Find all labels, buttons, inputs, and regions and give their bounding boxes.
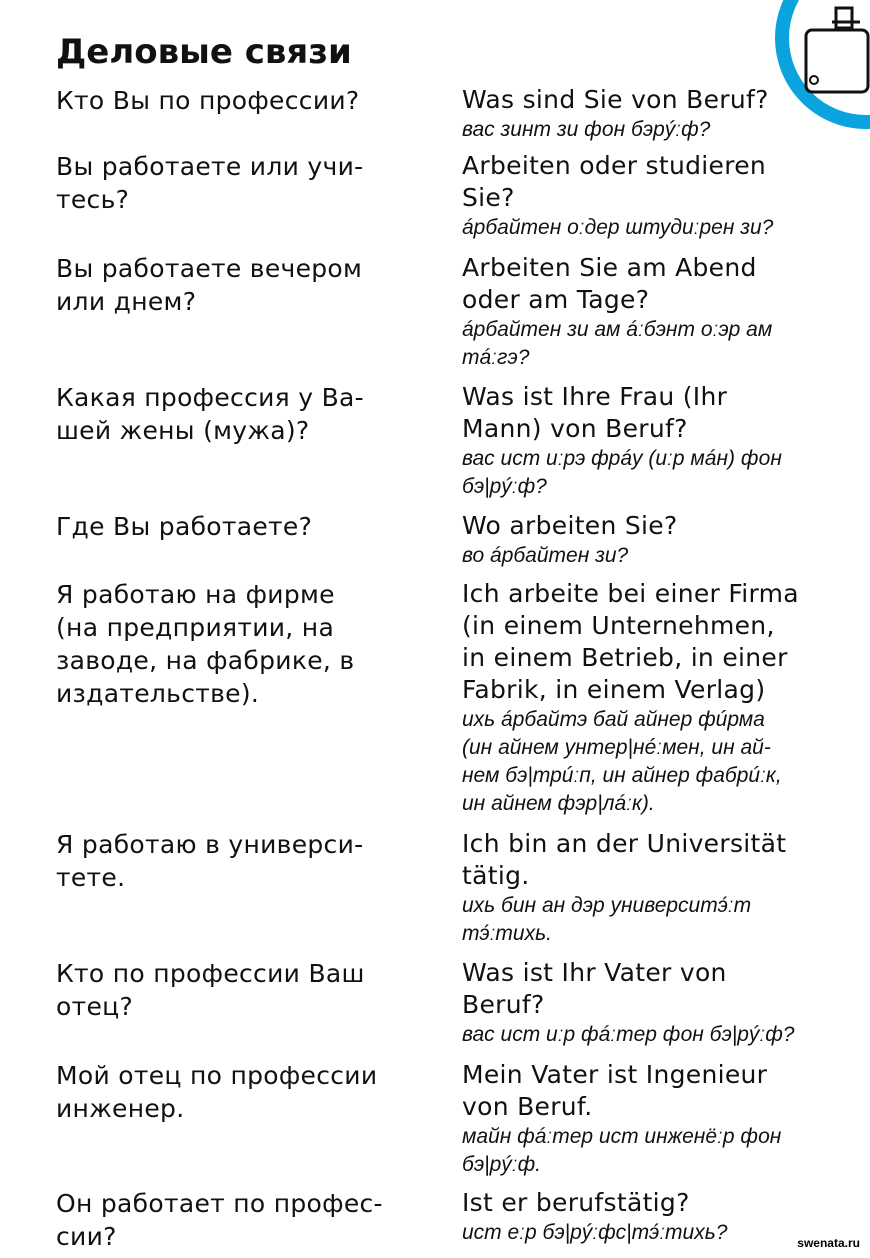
russian-phrase: Я работаю в универси- тете. bbox=[56, 830, 364, 892]
german-phrase: Arbeiten Sie am Abend oder am Tage? bbox=[462, 253, 757, 314]
transcription: во áрбайтен зи? bbox=[462, 544, 629, 567]
transcription: майн фáːтер ист инженёːр фон бэ|рýːф. bbox=[462, 1125, 782, 1176]
page-title: Деловые связи bbox=[56, 32, 352, 72]
phrase-row bbox=[0, 381, 870, 521]
phrase-row bbox=[0, 578, 870, 828]
transcription: áрбайтен зи ам áːбэнт оːэр ам тáːгэ? bbox=[462, 318, 773, 369]
russian-phrase: Кто по профессии Ваш отец? bbox=[56, 959, 365, 1021]
german-phrase: Ist er berufstätig? bbox=[462, 1188, 690, 1217]
german-phrase: Ich bin an der Universität tätig. bbox=[462, 829, 787, 890]
phrase-row bbox=[0, 1187, 870, 1257]
german-phrase: Arbeiten oder studieren Sie? bbox=[462, 151, 767, 212]
german-phrase: Was ist Ihre Frau (Ihr Mann) von Beruf? bbox=[462, 382, 728, 443]
transcription: ихь бин ан дэр университэ́ːт тэ́ːтихь. bbox=[462, 894, 752, 945]
transcription: вас ист иːр фáːтер фон бэ|рýːф? bbox=[462, 1023, 795, 1046]
russian-phrase: Кто Вы по профессии? bbox=[56, 86, 360, 115]
german-phrase: Was ist Ihr Vater von Beruf? bbox=[462, 958, 727, 1019]
phrase-row bbox=[0, 1059, 870, 1199]
transcription: вас ист иːрэ фрáу (иːр мáн) фон бэ|рýːф? bbox=[462, 447, 782, 498]
german-phrase: Mein Vater ist Ingenieur von Beruf. bbox=[462, 1060, 768, 1121]
german-phrase: Wo arbeiten Sie? bbox=[462, 511, 678, 540]
russian-phrase: Какая профессия у Ва- шей жены (мужа)? bbox=[56, 383, 364, 445]
russian-phrase: Мой отец по профессии инженер. bbox=[56, 1061, 378, 1123]
transcription: ихь áрбайтэ бай айнер фúрма (ин айнем унтер|нéːмен, ин ай- нем бэ|трúːп, ин айнер фабрúːк, ин айнем фэр|лáːк). bbox=[462, 708, 782, 815]
russian-phrase: Он работает по профес- сии? bbox=[56, 1189, 383, 1251]
russian-phrase: Вы работаете вечером или днем? bbox=[56, 254, 363, 316]
transcription: áрбайтен оːдер штудиːрен зи? bbox=[462, 216, 774, 239]
phrase-row bbox=[0, 252, 870, 392]
phrase-row bbox=[0, 828, 870, 968]
transcription: вас зинт зи фон бэрýːф? bbox=[462, 118, 711, 141]
russian-phrase: Вы работаете или учи- тесь? bbox=[56, 152, 364, 214]
transcription: ист еːр бэ|рýːфс|тэ́ːтихь? bbox=[462, 1221, 728, 1244]
watermark: swenata.ru bbox=[797, 1236, 860, 1250]
russian-phrase: Я работаю на фирме (на предприятии, на заводе, на фабрике, в издательстве). bbox=[56, 580, 355, 708]
german-phrase: Ich arbeite bei einer Firma (in einem Unternehmen, in einem Betrieb, in einer Fabrik, in einem Verlag) bbox=[462, 579, 799, 704]
russian-phrase: Где Вы работаете? bbox=[56, 512, 313, 541]
german-phrase: Was sind Sie von Beruf? bbox=[462, 85, 769, 114]
